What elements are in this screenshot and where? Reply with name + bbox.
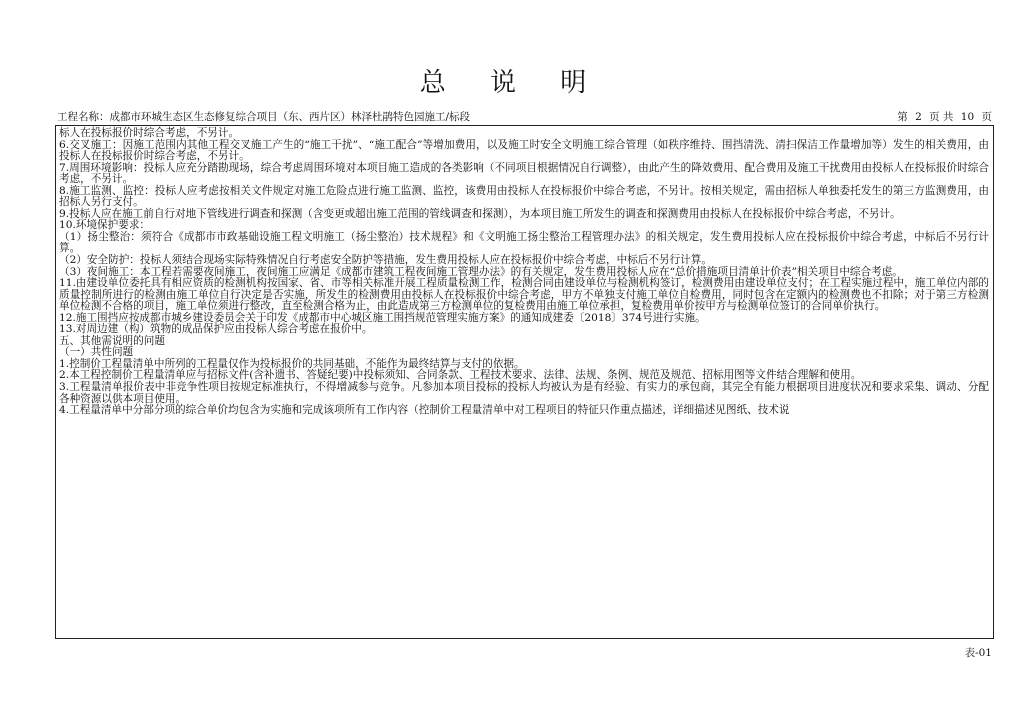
paragraph: 3.工程量清单报价表中非竞争性项目按规定标准执行，不得增减参与竞争。凡参加本项目投标的投标人均被认为是有经验、有实力的承包商，其完全有能力根据项目进度状况和要求采集、调动、分配各种资源以供本项目使用。 (59, 381, 989, 405)
paragraph: 10.环境保护要求： (59, 219, 151, 232)
page-label-prefix: 第 (897, 111, 908, 123)
page-label-suffix: 页 (981, 111, 992, 123)
paragraph: 12.施工围挡应按成都市城乡建设委员会关于印发《成都市中心城区施工围挡规范管理实施方案》的通知成建委〔2018〕374号进行实施。 (59, 311, 706, 324)
paragraph: 7.周围环境影响：投标人应充分踏勘现场，综合考虑周围环境对本项目施工造成的各类影响（不同项目根据情况自行调整），由此产生的降效费用、配合费用及施工干扰费用由投标人在投标报价时综合考虑，不另计。 (59, 161, 989, 186)
project-name: 工程名称：成都市环城生态区生态修复综合项目（东、西片区）林泽杜鹃特色园施工/标段 (57, 111, 471, 123)
paragraph: （2）安全防护：投标人须结合现场实际特殊情况自行考虑安全防护等措施，发生费用投标人应在投标报价中综合考虑，中标后不另行计算。 (59, 254, 712, 267)
content-frame (55, 125, 994, 639)
form-code: 表-01 (964, 647, 992, 659)
content-body (56, 126, 993, 417)
paragraph: 1.控制价工程量清单中所列的工程量仅作为投标报价的共同基础，不能作为最终结算与支付的依据。 (59, 357, 525, 370)
paragraph: （3）夜间施工：本工程若需要夜间施工，夜间施工应满足《成都市建筑工程夜间施工管理办法》的有关规定，发生费用投标人应在“总价措施项目清单计价表”相关项目中综合考虑。 (59, 265, 903, 278)
paragraph: 9.投标人应在施工前自行对地下管线进行调查和探测（含变更或超出施工范围的管线调查和探测），为本项目施工所发生的调查和探测费用由投标人在投标报价中综合考虑，不另计。 (59, 207, 901, 220)
paragraph: 标人在投标报价时综合考虑，不另计。 (59, 127, 240, 139)
paragraph: 11.由建设单位委托具有相应资质的检测机构按国家、省、市等相关标准开展工程质量检测工作，检测合同由建设单位与检测机构签订，检测费用由建设单位支付；在工程实施过程中，施工单位内部的质量控制所进行的检测由施工单位自行决定是否实施，所发生的检测费用由投标人在投标报价中综合考虑，甲方不单独支付施工单位自检费用，同时包含在定额内的检测费也不扣除；对于第三方检测单位检测不合格的项目，施工单位须进行整改，直至检测合格为止，由此造成第三方检测单位的复检费用由施工单位承担，复检费用单价按甲方与检测单位签订的合同单价执行。 (59, 277, 989, 313)
page-current: 2 (915, 111, 922, 123)
paragraph: 6.交叉施工：因施工范围内其他工程交叉施工产生的“施工干扰”、“施工配合”等增加费用，以及施工时安全文明施工综合管理（如秩序维持、围挡清洗、清扫保洁工作量增加等）发生的相关费用，由投标人在投标报价时综合考虑，不另计。 (59, 138, 989, 163)
paragraph: （1）扬尘整治：须符合《成都市市政基础设施工程文明施工（扬尘整治）技术规程》和《文明施工扬尘整治工程管理办法》的相关规定，发生费用投标人应在投标报价中综合考虑，中标后不另行计算。 (59, 230, 989, 255)
subsection-heading: （一）共性问题 (59, 346, 134, 359)
page-number (895, 109, 994, 124)
paragraph: 2.本工程控制价工程量清单应与招标文件(含补遗书、答疑纪要)中投标须知、合同条款、工程技术要求、法律、法规、条例、规范及规范、招标用图等文件结合理解和使用。 (59, 369, 862, 382)
paragraph: 13.对周边建（构）筑物的成品保护应由投标人综合考虑在报价中。 (59, 323, 373, 336)
page-title: 总 说 明 (419, 68, 605, 98)
page-total: 10 (960, 111, 975, 123)
page-label-mid: 页 共 (929, 111, 954, 123)
section-heading: 五、其他需说明的问题 (59, 334, 165, 347)
document-header (57, 109, 994, 124)
paragraph: 4.工程量清单中分部分项的综合单价均包含为实施和完成该项所有工作内容（控制价工程量清单中对工程项目的特征只作重点描述，详细描述见图纸、技术说 (59, 404, 790, 417)
paragraph: 8.施工监测、监控：投标人应考虑按相关文件规定对施工危险点进行施工监测、监控，该费用由投标人在投标报价中综合考虑，不另计。按相关规定，需由招标人单独委托发生的第三方监测费用，由招标人另行支付。 (59, 184, 989, 209)
